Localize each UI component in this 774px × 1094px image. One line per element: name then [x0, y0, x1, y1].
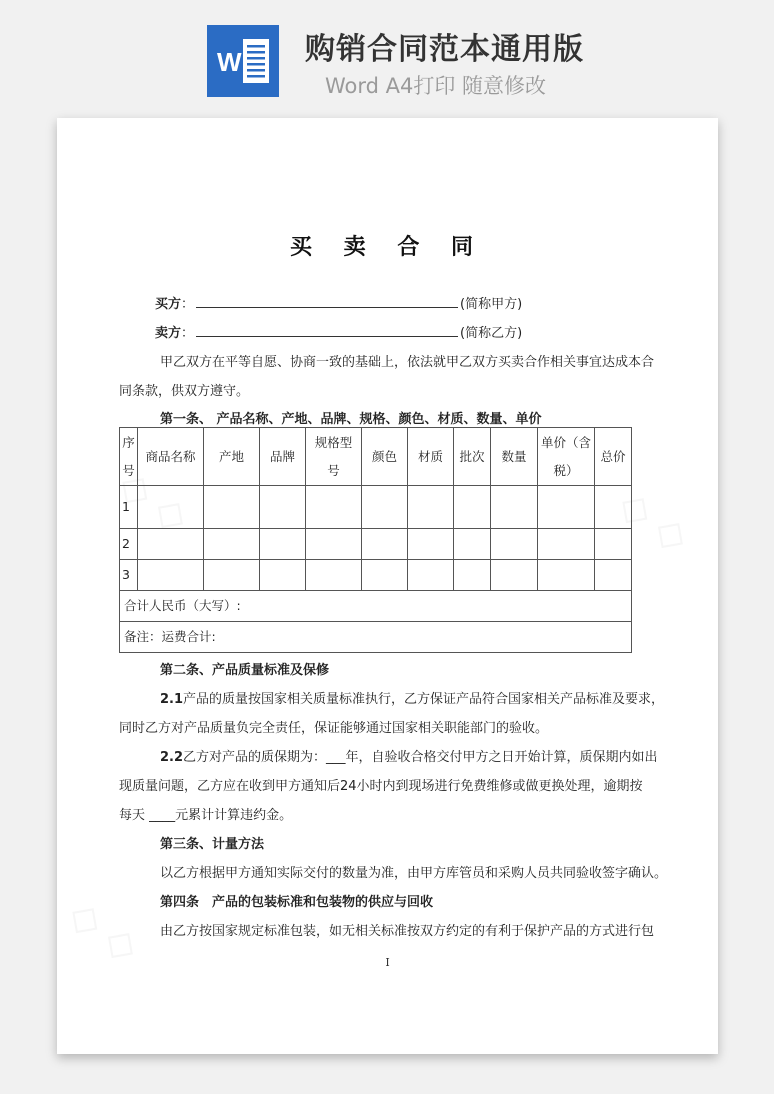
logo-letter: W [217, 47, 242, 77]
article-2-heading: 第二条、产品质量标准及保修 [160, 663, 330, 678]
table-note-row [120, 622, 632, 653]
page-title: 购销合同范本通用版 [305, 32, 584, 67]
table-cell[interactable] [362, 486, 408, 529]
intro-line2: 同条款，供双方遵守。 [119, 384, 250, 399]
document-page [57, 118, 718, 1054]
table-cell[interactable] [408, 529, 454, 560]
header [0, 0, 774, 110]
table-cell[interactable] [260, 560, 306, 591]
col-header-batch: 批次 [454, 428, 491, 486]
total-rmb-label[interactable]: 合计人民币（大写）: [120, 591, 632, 622]
table-cell[interactable] [306, 560, 362, 591]
table-cell[interactable] [491, 486, 538, 529]
table-cell[interactable] [408, 486, 454, 529]
article-4-heading: 第四条 产品的包装标准和包装物的供应与回收 [160, 895, 434, 910]
col-header-index: 序号 [120, 428, 138, 486]
table-cell[interactable] [138, 486, 204, 529]
seller-line: 卖方： (简称乙方) [155, 326, 523, 341]
table-cell[interactable] [538, 560, 595, 591]
buyer-blank[interactable] [196, 295, 458, 308]
row-index: 2 [120, 529, 138, 560]
table-cell[interactable] [138, 529, 204, 560]
buyer-suffix: (简称甲方) [460, 297, 523, 312]
article-4-text: 由乙方按国家规定标准包装，如无相关标准按双方约定的有利于保护产品的方式进行包 [160, 924, 655, 939]
article-3-heading: 第三条、计量方法 [160, 837, 265, 852]
row-index: 3 [120, 560, 138, 591]
page-subtitle: Word A4打印 随意修改 [325, 74, 547, 98]
buyer-line: 买方： (简称甲方) [155, 297, 523, 312]
table-cell[interactable] [538, 486, 595, 529]
table-cell[interactable] [204, 560, 260, 591]
clause-2-2-line2: 现质量问题，乙方应在收到甲方通知后24小时内到现场进行免费维修或做更换处理，逾期按 [119, 779, 643, 794]
word-logo-icon [207, 25, 279, 97]
table-cell[interactable] [362, 529, 408, 560]
col-header-unit-price: 单价（含税） [538, 428, 595, 486]
table-cell[interactable] [595, 486, 632, 529]
intro-line1: 甲乙双方在平等自愿、协商一致的基础上，依法就甲乙双方买卖合作相关事宜达成本合 [160, 355, 655, 370]
table-total-row [120, 591, 632, 622]
contract-title: 买 卖 合 同 [290, 235, 485, 260]
table-cell[interactable] [454, 529, 491, 560]
article-3-text: 以乙方根据甲方通知实际交付的数量为准，由甲方库管员和采购人员共同验收签字确认。 [160, 866, 668, 881]
table-cell[interactable] [260, 486, 306, 529]
table-cell[interactable] [408, 560, 454, 591]
table-cell[interactable] [204, 486, 260, 529]
buyer-label: 买方 [155, 297, 182, 312]
col-header-origin: 产地 [204, 428, 260, 486]
clause-2-2-line1: 2.2乙方对产品的质保期为：___年，自验收合格交付甲方之日开始计算，质保期内如出 [160, 750, 658, 765]
table-cell[interactable] [362, 560, 408, 591]
table-cell[interactable] [260, 529, 306, 560]
col-header-material: 材质 [408, 428, 454, 486]
table-row [120, 486, 632, 529]
table-cell[interactable] [454, 560, 491, 591]
clause-2-1-line2: 同时乙方对产品质量负完全责任，保证能够通过国家相关职能部门的验收。 [119, 721, 549, 736]
clause-2-1-line1: 2.1产品的质量按国家相关质量标准执行，乙方保证产品符合国家相关产品标准及要求， [160, 692, 665, 707]
col-header-color: 颜色 [362, 428, 408, 486]
table-cell[interactable] [595, 529, 632, 560]
col-header-quantity: 数量 [491, 428, 538, 486]
table-cell[interactable] [491, 529, 538, 560]
table-cell[interactable] [306, 486, 362, 529]
table-cell[interactable] [204, 529, 260, 560]
col-header-spec: 规格型号 [306, 428, 362, 486]
table-cell[interactable] [538, 529, 595, 560]
article-1-heading: 第一条、 产品名称、产地、品牌、规格、颜色、材质、数量、单价 [160, 412, 542, 427]
table-row [120, 529, 632, 560]
seller-suffix: (简称乙方) [460, 326, 523, 341]
table-header-row [120, 428, 632, 486]
seller-label: 卖方 [155, 326, 182, 341]
goods-table [119, 427, 632, 653]
seller-blank[interactable] [196, 324, 458, 337]
col-header-name: 商品名称 [138, 428, 204, 486]
col-header-total: 总价 [595, 428, 632, 486]
table-cell[interactable] [306, 529, 362, 560]
table-cell[interactable] [138, 560, 204, 591]
note-label[interactable]: 备注：运费合计: [120, 622, 632, 653]
page-number: I [385, 956, 390, 969]
table-cell[interactable] [454, 486, 491, 529]
table-cell[interactable] [491, 560, 538, 591]
row-index: 1 [120, 486, 138, 529]
table-cell[interactable] [595, 560, 632, 591]
table-row [120, 560, 632, 591]
clause-2-2-line3: 每天 ____元累计计算违约金。 [119, 808, 293, 823]
col-header-brand: 品牌 [260, 428, 306, 486]
